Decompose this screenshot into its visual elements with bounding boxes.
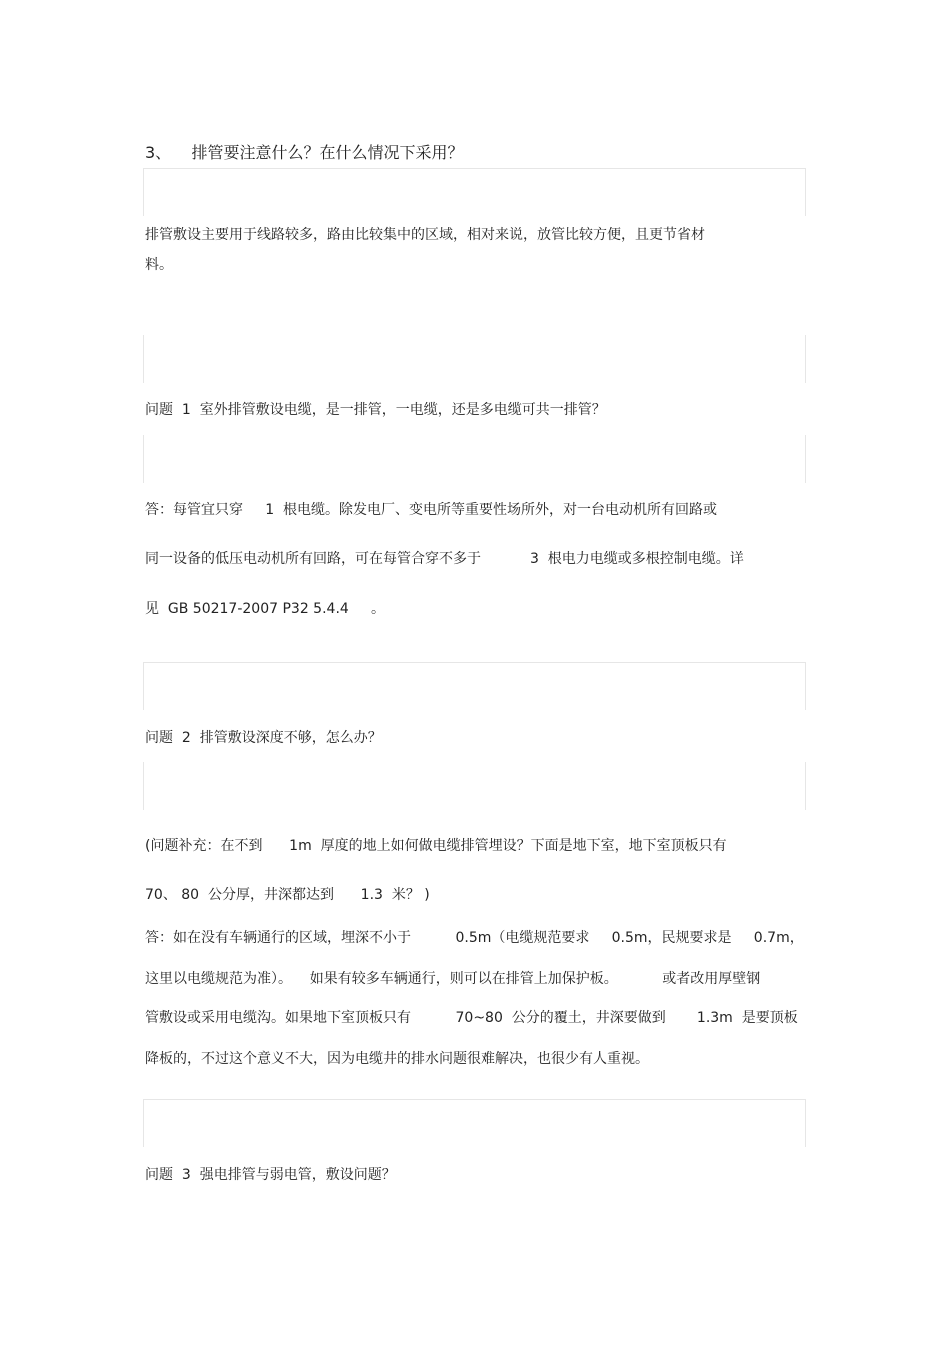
- answer-1-line-3: 见 GB 50217-2007 P32 5.4.4 。: [145, 601, 386, 617]
- question-2: 问题 2 排管敷设深度不够，怎么办？: [145, 730, 382, 746]
- question-3: 问题 3 强电排管与弱电管，敷设问题？: [145, 1167, 396, 1183]
- question-1: 问题 1 室外排管敷设电缆，是一排管，一电缆，还是多电缆可共一排管？: [145, 402, 606, 418]
- answer-2-line-4: 降板的，不过这个意义不大，因为电缆井的排水问题很难解决，也很少有人重视。: [145, 1051, 649, 1067]
- divider-frame: [143, 335, 806, 383]
- divider-frame: [143, 1099, 806, 1147]
- question-2-supplement-line-1: (问题补充：在不到 1m 厚度的地上如何做电缆排管埋设？下面是地下室，地下室顶板只有: [145, 838, 727, 854]
- answer-1-line-2: 同一设备的低压电动机所有回路，可在每管合穿不多于 3 根电力电缆或多根控制电缆。详: [145, 551, 744, 567]
- section-heading: 3、 排管要注意什么？在什么情况下采用？: [145, 143, 464, 162]
- answer-2-line-3: 管敷设或采用电缆沟。如果地下室顶板只有 70~80 公分的覆土，井深要做到 1.3m 是要顶板: [145, 1010, 798, 1026]
- answer-2-line-2: 这里以电缆规范为准）。 如果有较多车辆通行，则可以在排管上加保护板。 或者改用厚壁钢: [145, 971, 761, 987]
- answer-2-line-1: 答：如在没有车辆通行的区域，埋深不小于 0.5m（电缆规范要求 0.5m，民规要求是 0.7m，: [145, 930, 804, 946]
- divider-frame: [143, 762, 806, 810]
- intro-line-2: 料。: [145, 257, 173, 273]
- question-2-supplement-line-2: 70、 80 公分厚，井深都达到 1.3 米？ ): [145, 887, 430, 903]
- intro-line-1: 排管敷设主要用于线路较多，路由比较集中的区域，相对来说，放管比较方便，且更节省材: [145, 227, 705, 243]
- answer-1-line-1: 答：每管宜只穿 1 根电缆。除发电厂、变电所等重要性场所外，对一台电动机所有回路或: [145, 502, 718, 518]
- divider-frame: [143, 435, 806, 483]
- divider-frame: [143, 168, 806, 216]
- divider-frame: [143, 662, 806, 710]
